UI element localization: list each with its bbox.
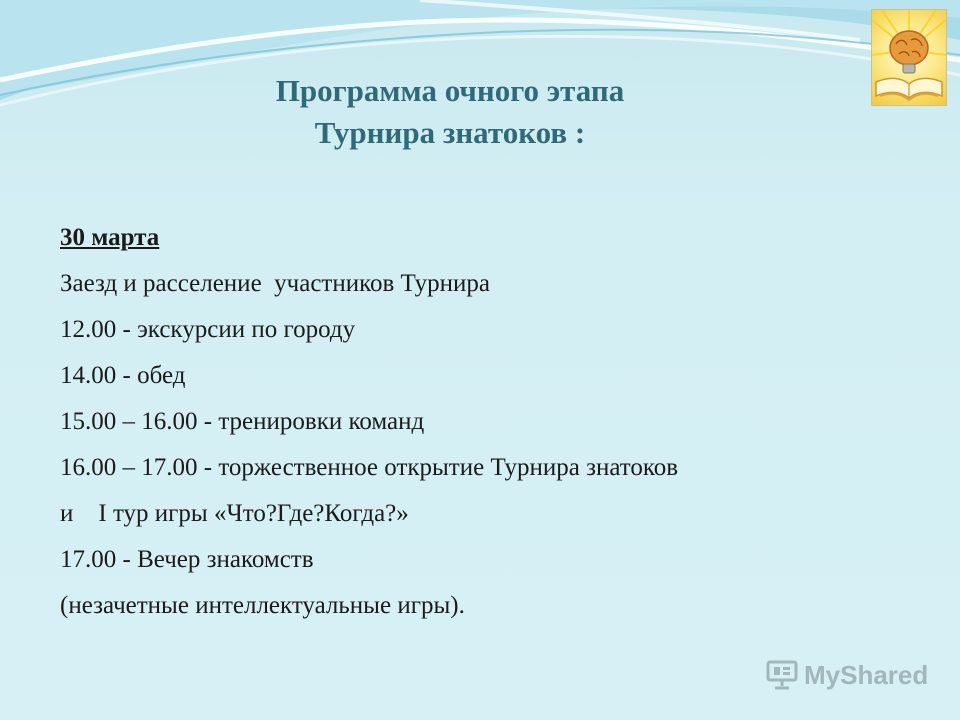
logo xyxy=(871,9,947,106)
schedule-item: Заезд и расселение участников Турнира xyxy=(60,270,490,297)
watermark-text: MyShared xyxy=(804,659,929,690)
schedule-item: 16.00 – 17.00 - торжественное открытие Турнира знатоков xyxy=(60,454,679,481)
schedule xyxy=(60,215,920,629)
schedule-item: 14.00 - обед xyxy=(60,362,186,389)
schedule-item: (незачетные интеллектуальные игры). xyxy=(60,592,465,619)
schedule-item: 15.00 – 16.00 - тренировки команд xyxy=(60,408,425,435)
schedule-item: 17.00 - Вечер знакомств xyxy=(60,546,314,573)
title-line-1: Программа очного этапа xyxy=(275,73,625,108)
schedule-item: и I тур игры «Что?Где?Когда?» xyxy=(60,500,409,527)
myshared-logo-icon xyxy=(766,659,800,691)
schedule-item: 12.00 - экскурсии по городу xyxy=(60,316,356,343)
schedule-date: 30 марта xyxy=(60,224,160,251)
watermark xyxy=(766,657,928,693)
brain-lightbulb-book-icon xyxy=(872,10,946,105)
page-title xyxy=(180,70,720,154)
title-line-2: Турнира знатоков : xyxy=(314,115,586,150)
